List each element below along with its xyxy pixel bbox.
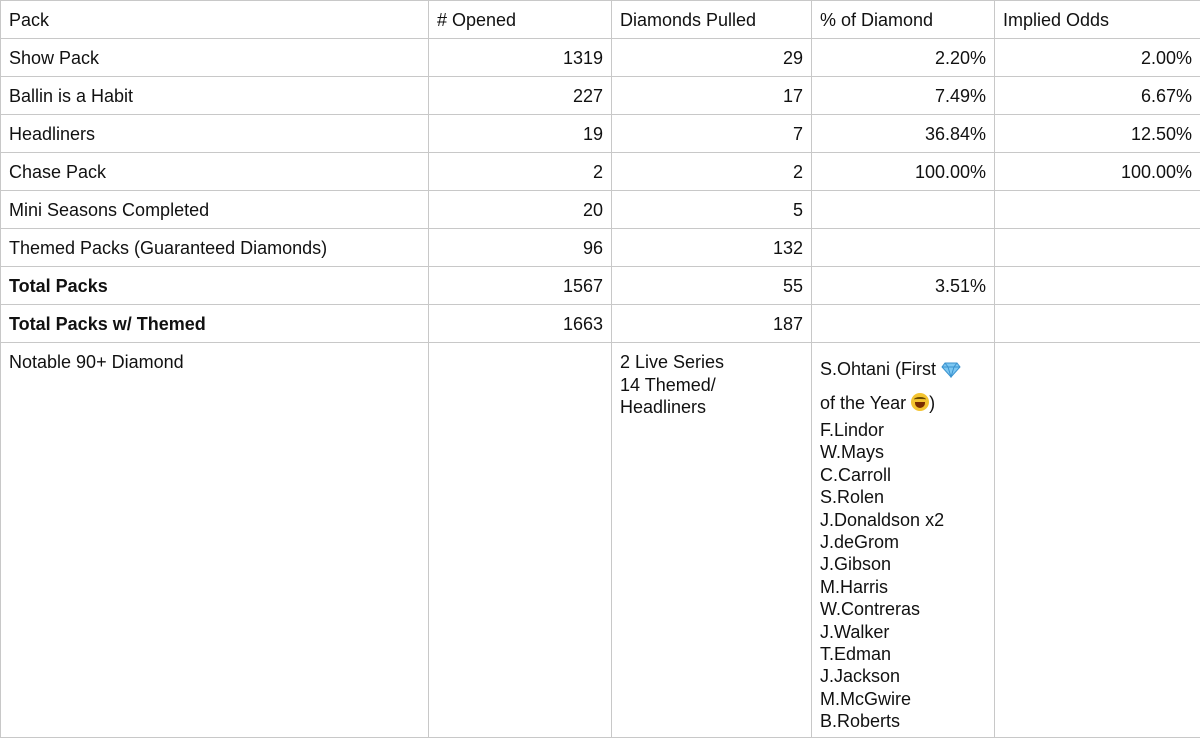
notable-player-name: J.Jackson (820, 666, 901, 687)
header-cell-diamonds-pulled[interactable]: Diamonds Pulled (612, 1, 812, 39)
notable-first-line (820, 353, 986, 387)
cell-odds[interactable] (995, 229, 1200, 267)
cell-odds[interactable]: 2.00% (995, 39, 1200, 77)
notable-player-name: C.Carroll (820, 464, 892, 485)
notable-player-name: W.Mays (820, 442, 885, 463)
cell-notable-players[interactable] (812, 343, 995, 738)
table-row (1, 115, 1200, 153)
cell-pct[interactable]: 7.49% (812, 77, 995, 115)
header-cell-opened[interactable]: # Opened (429, 1, 612, 39)
cell-pack[interactable]: Mini Seasons Completed (1, 191, 429, 229)
cell-notable-opened[interactable] (429, 343, 612, 738)
cell-pack[interactable]: Headliners (1, 115, 429, 153)
header-cell-implied-odds[interactable]: Implied Odds (995, 1, 1200, 39)
cell-diamonds[interactable]: 17 (612, 77, 812, 115)
notable-second-line (820, 387, 986, 419)
table-row (1, 77, 1200, 115)
notable-player-name: J.deGrom (820, 532, 900, 553)
notable-first-text: S.Ohtani (First (820, 359, 937, 379)
notable-players-list (820, 419, 986, 733)
notable-player-name: B.Roberts (820, 711, 901, 732)
cell-notable-label[interactable]: Notable 90+ Diamond (1, 343, 429, 738)
cell-pack[interactable]: Chase Pack (1, 153, 429, 191)
cell-pack[interactable]: Ballin is a Habit (1, 77, 429, 115)
cell-notable-diamonds[interactable] (612, 343, 812, 738)
cell-diamonds[interactable]: 29 (612, 39, 812, 77)
cell-pack[interactable]: Total Packs w/ Themed (1, 305, 429, 343)
notable-row (1, 343, 1200, 738)
cell-odds[interactable] (995, 305, 1200, 343)
gem-icon (941, 355, 961, 387)
cell-opened[interactable]: 20 (429, 191, 612, 229)
cell-pct[interactable] (812, 191, 995, 229)
cell-pack[interactable]: Themed Packs (Guaranteed Diamonds) (1, 229, 429, 267)
cell-pct[interactable]: 2.20% (812, 39, 995, 77)
notable-player-name: J.Gibson (820, 554, 892, 575)
notable-player-name: T.Edman (820, 644, 892, 665)
cell-odds[interactable]: 6.67% (995, 77, 1200, 115)
cell-diamonds[interactable]: 2 (612, 153, 812, 191)
cell-diamonds[interactable]: 5 (612, 191, 812, 229)
cell-diamonds[interactable]: 132 (612, 229, 812, 267)
cell-odds[interactable] (995, 191, 1200, 229)
cell-opened[interactable]: 227 (429, 77, 612, 115)
notable-second-text: of the Year (820, 393, 907, 413)
table-row (1, 39, 1200, 77)
notable-diamonds-line: Headliners (620, 397, 707, 417)
notable-player-name: J.Walker (820, 621, 890, 642)
notable-player-name: S.Rolen (820, 487, 885, 508)
cell-pack[interactable]: Show Pack (1, 39, 429, 77)
cell-opened[interactable]: 1319 (429, 39, 612, 77)
notable-player-name: W.Contreras (820, 599, 921, 620)
total-with-themed-row (1, 305, 1200, 343)
cell-odds[interactable]: 100.00% (995, 153, 1200, 191)
cell-odds[interactable] (995, 267, 1200, 305)
cell-odds[interactable]: 12.50% (995, 115, 1200, 153)
cell-opened[interactable]: 1663 (429, 305, 612, 343)
cell-diamonds[interactable]: 187 (612, 305, 812, 343)
cell-opened[interactable]: 1567 (429, 267, 612, 305)
notable-diamonds-line: 2 Live Series (620, 352, 725, 372)
face-with-tears-of-joy-icon (911, 393, 929, 411)
cell-pct[interactable]: 3.51% (812, 267, 995, 305)
header-cell-pack[interactable]: Pack (1, 1, 429, 39)
notable-player-name: M.McGwire (820, 688, 911, 709)
notable-player-name: J.Donaldson x2 (820, 509, 945, 530)
header-cell-pct-diamond[interactable]: % of Diamond (812, 1, 995, 39)
cell-opened[interactable]: 2 (429, 153, 612, 191)
notable-player-name: F.Lindor (820, 420, 885, 440)
notable-diamonds-line: 14 Themed/ (620, 374, 716, 395)
cell-opened[interactable]: 96 (429, 229, 612, 267)
notable-player-name: M.Harris (820, 576, 888, 597)
cell-pct[interactable]: 100.00% (812, 153, 995, 191)
cell-pct[interactable] (812, 305, 995, 343)
cell-pack[interactable]: Total Packs (1, 267, 429, 305)
cell-opened[interactable]: 19 (429, 115, 612, 153)
cell-pct[interactable] (812, 229, 995, 267)
cell-notable-odds[interactable] (995, 343, 1200, 738)
table-row (1, 153, 1200, 191)
total-row (1, 267, 1200, 305)
notable-close-paren: ) (929, 393, 936, 413)
cell-diamonds[interactable]: 7 (612, 115, 812, 153)
header-row (1, 1, 1200, 39)
cell-diamonds[interactable]: 55 (612, 267, 812, 305)
table-row (1, 229, 1200, 267)
table-row (1, 191, 1200, 229)
cell-pct[interactable]: 36.84% (812, 115, 995, 153)
